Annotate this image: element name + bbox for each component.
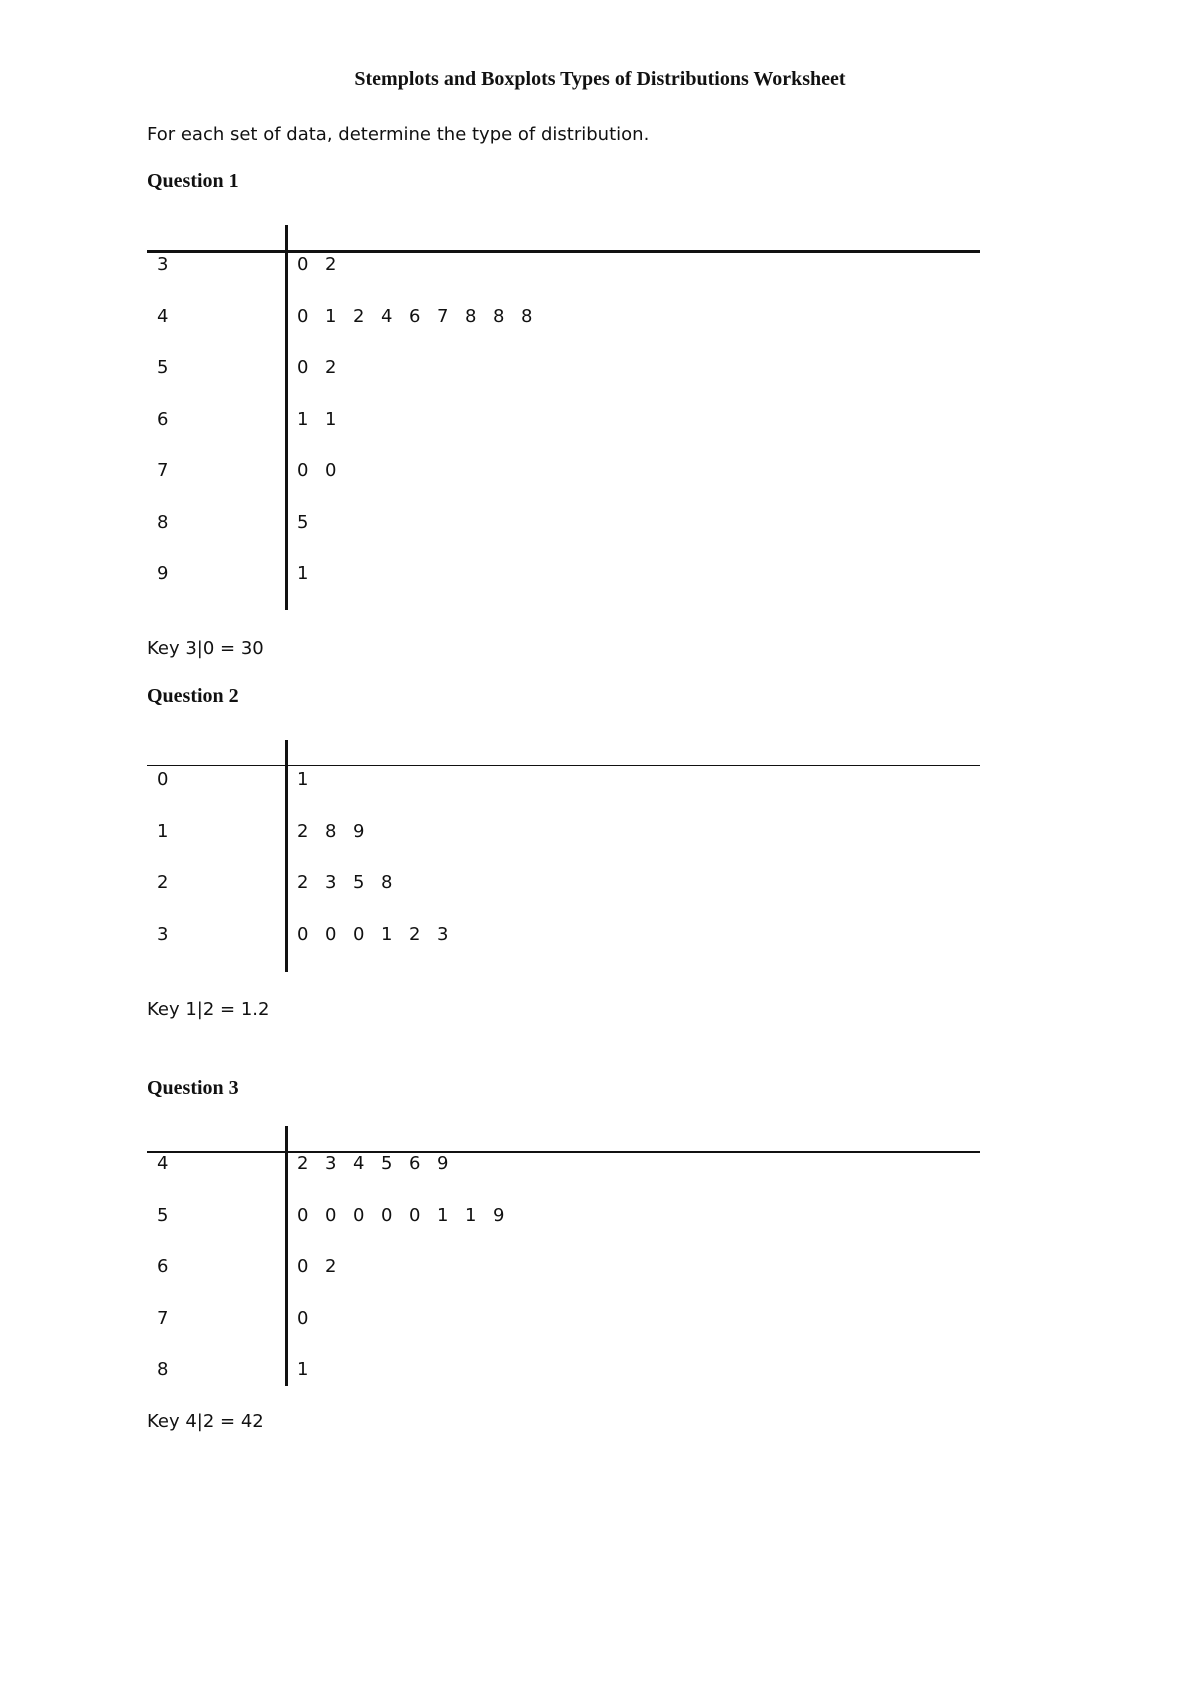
stemplot-2-row xyxy=(147,767,980,793)
leaves xyxy=(297,458,353,484)
stem-value: 7 xyxy=(157,1307,169,1329)
leaf-value: 5 xyxy=(381,1153,393,1174)
stemplot-1-row xyxy=(147,458,980,484)
leaf-value: 8 xyxy=(381,872,393,893)
leaves xyxy=(297,561,325,587)
leaf-value: 0 xyxy=(297,305,309,327)
stem-value: 3 xyxy=(157,254,169,275)
stemplot-2-row xyxy=(147,819,980,845)
leaves xyxy=(297,1306,325,1332)
stem-value: 8 xyxy=(157,511,169,533)
leaf-value: 2 xyxy=(325,254,337,275)
leaf-value: 6 xyxy=(409,305,421,327)
leaf-value: 8 xyxy=(465,305,477,327)
leaf-value: 1 xyxy=(437,1204,449,1226)
stem-value: 5 xyxy=(157,357,169,378)
leaf-value: 0 xyxy=(325,923,337,945)
stemplot-1-row xyxy=(147,561,980,587)
stemplot-1-row xyxy=(147,252,980,278)
stem-value: 0 xyxy=(157,769,169,790)
leaf-value: 1 xyxy=(297,563,309,584)
leaf-value: 9 xyxy=(437,1153,449,1174)
leaf-value: 3 xyxy=(437,923,449,945)
leaf-value: 9 xyxy=(353,820,365,842)
leaves xyxy=(297,819,381,845)
page-title: Stemplots and Boxplots Types of Distributions Worksheet xyxy=(354,68,846,90)
leaf-value: 8 xyxy=(493,305,505,327)
leaf-value: 0 xyxy=(353,923,365,945)
leaves xyxy=(297,1254,353,1280)
leaf-value: 9 xyxy=(493,1204,505,1226)
leaf-value: 1 xyxy=(325,408,337,430)
stem-value: 2 xyxy=(157,872,169,893)
leaf-value: 4 xyxy=(381,305,393,327)
leaves xyxy=(297,870,409,896)
stemplot-2-row xyxy=(147,922,980,948)
leaves xyxy=(297,1357,325,1383)
leaf-value: 1 xyxy=(297,1359,309,1380)
leaf-value: 0 xyxy=(297,923,309,945)
leaves xyxy=(297,1203,521,1229)
leaves xyxy=(297,304,549,330)
leaf-value: 6 xyxy=(409,1153,421,1174)
leaf-value: 5 xyxy=(297,511,309,533)
leaves xyxy=(297,767,325,793)
stem-value: 6 xyxy=(157,1256,169,1277)
leaf-value: 0 xyxy=(409,1204,421,1226)
leaf-value: 0 xyxy=(353,1204,365,1226)
stem-value: 4 xyxy=(157,1153,169,1174)
question-3-key: Key 4|2 = 42 xyxy=(147,1411,264,1432)
leaf-value: 0 xyxy=(325,460,337,481)
stemplot-3-row xyxy=(147,1357,980,1383)
leaf-value: 2 xyxy=(297,872,309,893)
leaf-value: 1 xyxy=(297,769,309,790)
stem-value: 3 xyxy=(157,923,169,945)
stemplot-2-horizontal-rule xyxy=(147,765,980,766)
leaf-value: 1 xyxy=(381,923,393,945)
leaf-value: 8 xyxy=(521,305,533,327)
leaf-value: 2 xyxy=(297,1153,309,1174)
leaf-value: 2 xyxy=(297,820,309,842)
stem-value: 9 xyxy=(157,563,169,584)
leaf-value: 2 xyxy=(409,923,421,945)
leaf-value: 2 xyxy=(353,305,365,327)
leaf-value: 5 xyxy=(353,872,365,893)
leaf-value: 0 xyxy=(297,357,309,378)
stem-value: 5 xyxy=(157,1204,169,1226)
stemplot-1-row xyxy=(147,355,980,381)
leaves xyxy=(297,510,325,536)
leaves xyxy=(297,407,353,433)
leaf-value: 4 xyxy=(353,1153,365,1174)
instructions-text: For each set of data, determine the type of distribution. xyxy=(147,124,650,145)
stemplot-1-row xyxy=(147,510,980,536)
stem-value: 1 xyxy=(157,820,169,842)
leaf-value: 0 xyxy=(297,1204,309,1226)
leaf-value: 0 xyxy=(297,1256,309,1277)
stem-value: 6 xyxy=(157,408,169,430)
stemplot-3-row xyxy=(147,1306,980,1332)
leaves xyxy=(297,252,353,278)
leaf-value: 8 xyxy=(325,820,337,842)
leaf-value: 2 xyxy=(325,357,337,378)
question-2-heading: Question 2 xyxy=(147,685,239,707)
leaf-value: 3 xyxy=(325,872,337,893)
leaf-value: 1 xyxy=(297,408,309,430)
leaf-value: 0 xyxy=(297,460,309,481)
leaf-value: 1 xyxy=(325,305,337,327)
leaf-value: 0 xyxy=(297,1307,309,1329)
question-3-heading: Question 3 xyxy=(147,1077,239,1099)
leaves xyxy=(297,1151,465,1177)
leaf-value: 0 xyxy=(381,1204,393,1226)
question-2-key: Key 1|2 = 1.2 xyxy=(147,999,270,1020)
leaf-value: 1 xyxy=(465,1204,477,1226)
stem-value: 7 xyxy=(157,460,169,481)
leaves xyxy=(297,922,465,948)
stemplot-3-row xyxy=(147,1151,980,1177)
leaf-value: 7 xyxy=(437,305,449,327)
stem-value: 8 xyxy=(157,1359,169,1380)
stemplot-3-row xyxy=(147,1254,980,1280)
leaf-value: 0 xyxy=(297,254,309,275)
stemplot-2-row xyxy=(147,870,980,896)
stemplot-3-row xyxy=(147,1203,980,1229)
question-1-key: Key 3|0 = 30 xyxy=(147,638,264,659)
leaf-value: 3 xyxy=(325,1153,337,1174)
leaf-value: 2 xyxy=(325,1256,337,1277)
leaves xyxy=(297,355,353,381)
leaf-value: 0 xyxy=(325,1204,337,1226)
stem-value: 4 xyxy=(157,305,169,327)
stemplot-1-row xyxy=(147,304,980,330)
question-1-heading: Question 1 xyxy=(147,170,239,192)
stemplot-1-row xyxy=(147,407,980,433)
